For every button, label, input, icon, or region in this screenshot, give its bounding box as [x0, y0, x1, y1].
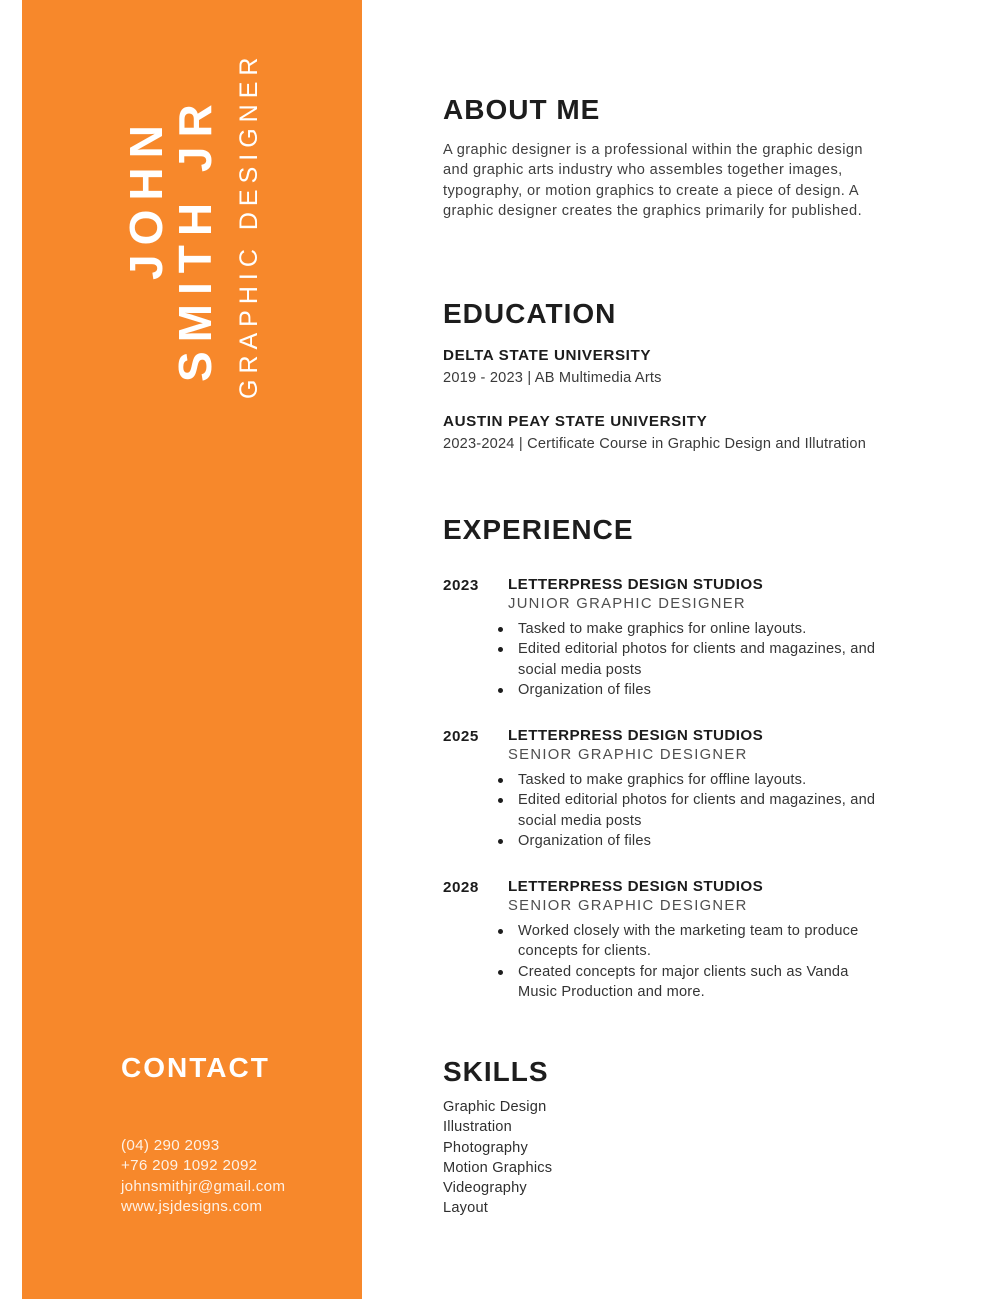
education-detail: 2023-2024 | Certificate Course in Graphic Design and Illutration	[443, 436, 867, 452]
name-line-1: JOHN	[120, 116, 172, 280]
experience-year: 2028	[443, 879, 479, 896]
experience-heading: EXPERIENCE	[443, 514, 634, 545]
skill-item: Photography	[443, 1139, 528, 1156]
contact-heading: CONTACT	[121, 1052, 270, 1083]
education-school: AUSTIN PEAY STATE UNIVERSITY	[443, 413, 708, 430]
education-heading: EDUCATION	[443, 298, 617, 329]
contact-phone-1: (04) 290 2093	[121, 1137, 220, 1154]
education-entry	[443, 413, 866, 452]
experience-role: SENIOR GRAPHIC DESIGNER	[508, 898, 748, 914]
education-entry	[443, 347, 662, 386]
skill-item: Videography	[443, 1180, 527, 1197]
experience-role: JUNIOR GRAPHIC DESIGNER	[508, 596, 746, 612]
profession-title: GRAPHIC DESIGNER	[235, 51, 263, 399]
experience-bullet-list	[518, 619, 888, 700]
experience-bullet-list	[518, 770, 888, 851]
experience-entry	[443, 878, 913, 1002]
skill-item: Motion Graphics	[443, 1159, 553, 1176]
experience-bullet: Worked closely with the marketing team to produce concepts for clients.	[518, 921, 888, 962]
contact-email: johnsmithjr@gmail.com	[121, 1177, 286, 1195]
experience-bullet: Edited editorial photos for clients and magazines, and social media posts	[518, 639, 888, 680]
experience-bullet: Edited editorial photos for clients and magazines, and social media posts	[518, 790, 888, 831]
experience-company: LETTERPRESS DESIGN STUDIOS	[508, 576, 764, 593]
experience-bullet: Created concepts for major clients such as Vanda Music Production and more.	[518, 962, 888, 1003]
experience-bullet: Organization of files	[518, 680, 888, 700]
experience-bullet: Organization of files	[518, 831, 888, 851]
experience-bullet: Tasked to make graphics for offline layouts.	[518, 770, 888, 790]
about-body: A graphic designer is a professional within the graphic design and graphic arts industry who assembles together images, typography, or motion graphics to create a piece of design. A graphic designer creates the graphics primarily for published.	[443, 142, 863, 220]
skill-item: Layout	[443, 1200, 489, 1217]
contact-phone-2: +76 209 1092 2092	[121, 1157, 258, 1175]
skills-list	[443, 1097, 552, 1219]
education-school: DELTA STATE UNIVERSITY	[443, 347, 652, 364]
skills-heading: SKILLS	[443, 1056, 549, 1087]
skill-item: Illustration	[443, 1119, 512, 1136]
experience-bullet-list	[518, 921, 888, 1002]
experience-bullet: Tasked to make graphics for online layouts.	[518, 619, 888, 639]
experience-role: SENIOR GRAPHIC DESIGNER	[508, 747, 748, 763]
experience-year: 2023	[443, 577, 479, 594]
experience-company: LETTERPRESS DESIGN STUDIOS	[508, 878, 764, 895]
experience-year: 2025	[443, 728, 479, 745]
education-detail: 2019 - 2023 | AB Multimedia Arts	[443, 370, 662, 386]
experience-entry	[443, 727, 913, 851]
experience-company: LETTERPRESS DESIGN STUDIOS	[508, 727, 764, 744]
name-line-2: SMITH JR	[169, 95, 221, 382]
about-heading: ABOUT ME	[443, 94, 601, 125]
skill-item: Graphic Design	[443, 1099, 547, 1115]
contact-website: www.jsjdesigns.com	[121, 1197, 263, 1215]
experience-entry	[443, 576, 913, 700]
